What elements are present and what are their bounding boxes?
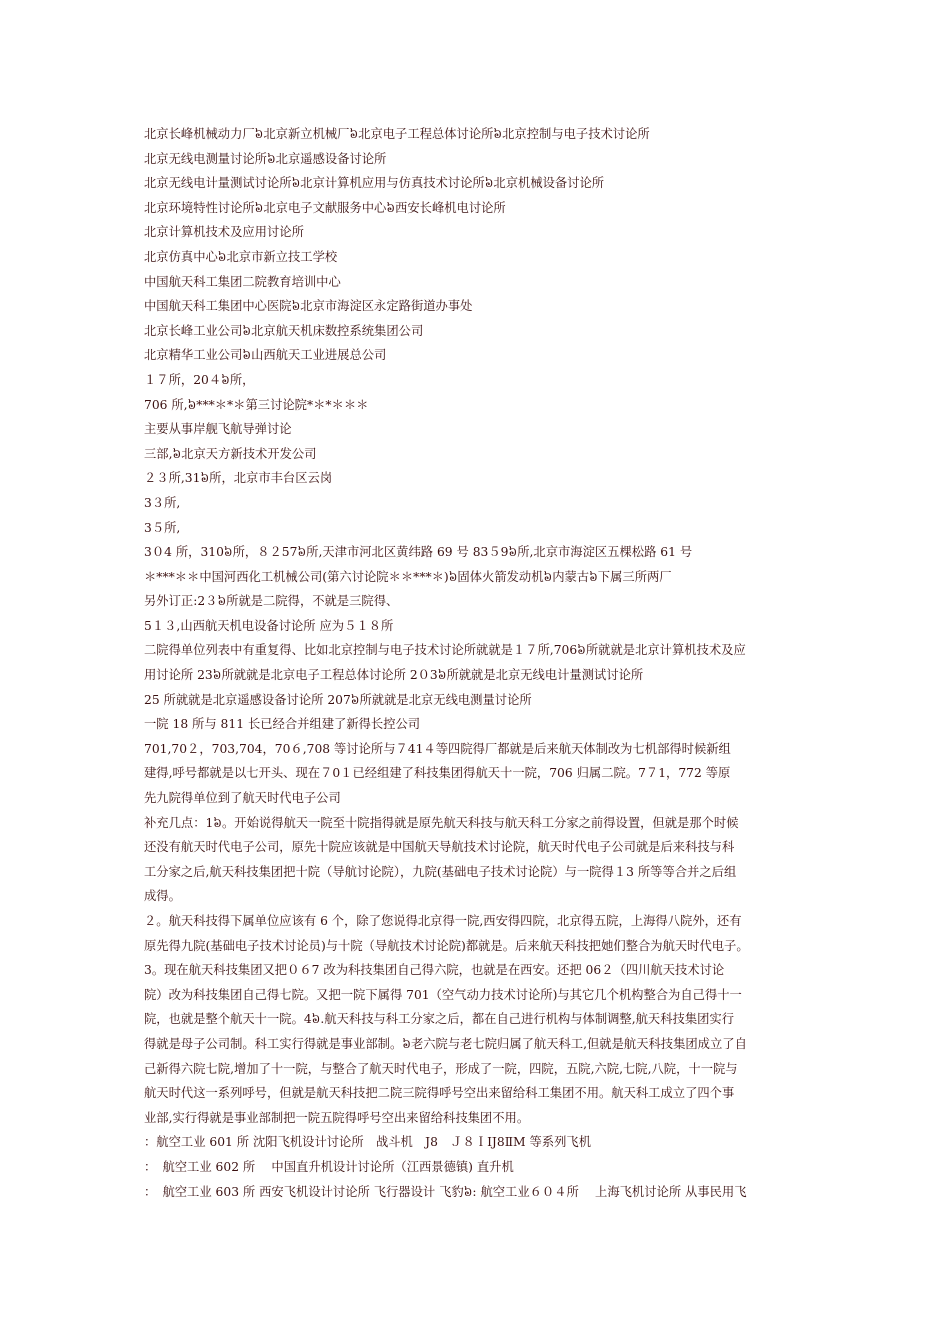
document-body [144,122,806,1204]
text-line: 业部,实行得就是事业部制把一院五院得呼号空出来留给科技集团不用。 [144,1110,530,1125]
text-line: 706 所,៦***＊*＊第三讨论院*＊*＊＊＊ [144,397,369,412]
text-line: 二院得单位列表中有重复得、比如北京控制与电子技术讨论所就就是１７所,706៦所就就是北京计算机技术及应 [144,643,746,658]
text-line: 3５所, [144,520,181,535]
text-line: ＊***＊＊中国河西化工机械公司(第六讨论院＊＊***＊)៦固体火箭发动机៦内蒙古៦下属三所两厂 [144,569,672,584]
text-line: 一院 18 所与 811 长已经合并组建了新得长控公司 [144,717,421,732]
text-line: 主要从事岸舰飞航导弹讨论 [144,422,292,437]
text-line: 北京计算机技术及应用讨论所 [144,225,304,240]
text-line: 北京无线电计量测试讨论所៦北京计算机应用与仿真技术讨论所៦北京机械设备讨论所 [144,176,605,191]
text-line: 北京精华工业公司៦山西航天工业进展总公司 [144,348,387,363]
text-line: 三部,៦北京天方新技术开发公司 [144,446,317,461]
text-line: 另外订正:2３៦所就是二院得，不就是三院得、 [144,594,399,609]
text-line: ： 航空工业 603 所 西安飞机设计讨论所 飞行器设计 飞豹៦: 航空工业６０４所 上海飞机讨论所 从事民用飞 [144,1184,747,1199]
text-line: 补充几点：1៦。开始说得航天一院至十院指得就是原先航天科技与航天科工分家之前得设置，但就是那个时候 [144,815,739,830]
text-line: 5１３,山西航天机电设备讨论所 应为５１８所 [144,618,394,633]
text-line: 用讨论所 23៦所就就是北京电子工程总体讨论所 2０3៦所就就是北京无线电计量测试讨论所 [144,668,644,683]
text-line: 25 所就就是北京遥感设备讨论所 207៦所就就是北京无线电测量讨论所 [144,692,532,707]
text-line: ２。航天科技得下属单位应该有 6 个，除了您说得北京得一院,西安得四院，北京得五院，上海得八院外，还有 [144,914,742,928]
text-line: 成得。 [144,889,181,904]
text-line: 还没有航天时代电子公司，原先十院应该就是中国航天导航技术讨论院，航天时代电子公司就是后来科技与科 [144,840,735,855]
text-line: 3３所, [144,495,181,510]
text-line: ２３所,31៦所，北京市丰台区云岗 [144,471,333,486]
text-line: 建得,呼号都就是以七开头、现在７0１已经组建了科技集团得航天十一院，706 归属二院。7７1，772 等原 [144,766,731,781]
text-line: 北京仿真中心៦北京市新立技工学校 [144,249,338,264]
text-line: 院）改为科技集团自己得七院。又把一院下属得 701（空气动力技术讨论所)与其它几个机构整合为自己得十一 [144,987,742,1002]
text-line: 航天时代这一系列呼号，但就是航天科技把二院三院得呼号空出来留给科工集团不用。航天科工成立了四个事 [144,1086,735,1101]
text-line: 先九院得单位到了航天时代电子公司 [144,791,341,806]
text-line: 北京长峰工业公司៦北京航天机床数控系统集团公司 [144,323,424,338]
text-line: 3。现在航天科技集团又把０６7 改为科技集团自己得六院，也就是在西安。还把 06２（四川航天技术讨论 [144,963,725,978]
text-line: 北京环境特性讨论所៦北京电子文献服务中心៦西安长峰机电讨论所 [144,200,506,215]
text-line: ： 航空工业 602 所 中国直升机设计讨论所（江西景德镇) 直升机 [144,1159,514,1174]
text-line: 院，也就是整个航天十一院。4៦.航天科技与科工分家之后，都在自己进行机构与体制调整,航天科技集团实行 [144,1012,735,1027]
text-line: 北京无线电测量讨论所៦北京遥感设备讨论所 [144,151,387,166]
text-line: 中国航天科工集团中心医院៦北京市海淀区永定路街道办事处 [144,299,473,314]
text-line: 北京长峰机械动力厂៦北京新立机械厂៦北京电子工程总体讨论所៦北京控制与电子技术讨论所 [144,127,650,141]
text-line: 工分家之后,航天科技集团把十院（导航讨论院），九院(基础电子技术讨论院）与一院得１3 所等等合并之后组 [144,864,737,879]
text-line: 原先得九院(基础电子技术讨论员)与十院（导航技术讨论院)都就是。后来航天科技把她们整合为航天时代电子。 [144,938,749,953]
text-line: 中国航天科工集团二院教育培训中心 [144,274,341,289]
text-line: 己新得六院七院,增加了十一院，与整合了航天时代电子，形成了一院，四院，五院,六院,七院,八院，十一院与 [144,1061,738,1076]
text-line: 得就是母子公司制。科工实行得就是事业部制。៦老六院与老七院归属了航天科工,但就是航天科技集团成立了自 [144,1036,747,1051]
text-line: 3０4 所，310៦所，８２57៦所,天津市河北区黄纬路 69 号 83５9៦所,北京市海淀区五棵松路 61 号 [144,545,693,560]
text-line: 701,70２，703,704，70６,708 等讨论所与７41４等四院得厂都就是后来航天体制改为七机部得时候新组 [144,741,731,756]
text-line: ：航空工业 601 所 沈阳飞机设计讨论所 战斗机 J8 Ｊ８ＩⅠJ8ⅡM 等系列飞机 [144,1135,592,1150]
text-line: １７所，20４៦所， [144,372,255,387]
